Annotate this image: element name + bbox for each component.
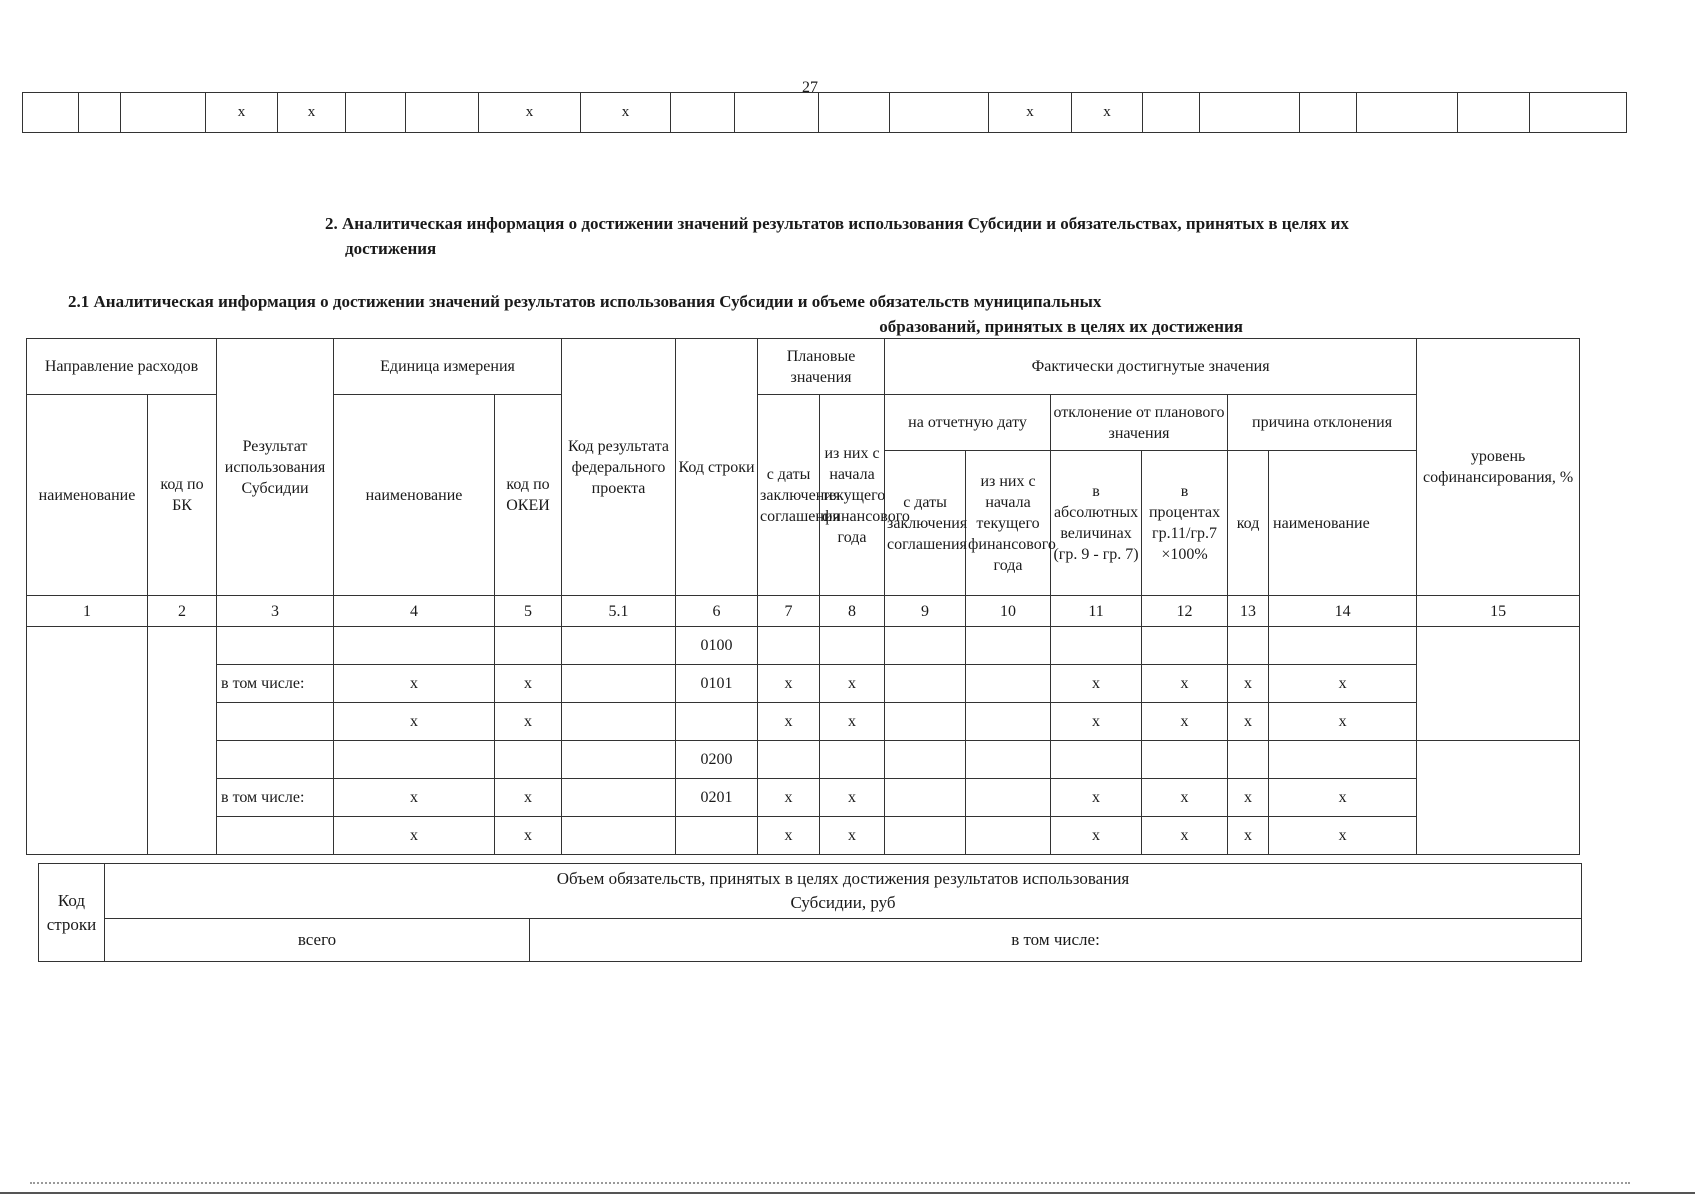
strip-cell: [1357, 93, 1458, 133]
result-cell: [217, 741, 334, 779]
fact-year-cell: [966, 817, 1051, 855]
dev-abs-cell: [1051, 627, 1142, 665]
fact-agr-cell: [885, 627, 966, 665]
unit-name-cell: x: [334, 703, 495, 741]
strip-cell: x: [989, 93, 1072, 133]
results-table: [26, 338, 1580, 855]
column-number: 11: [1051, 596, 1142, 627]
dev-pct-cell: [1142, 741, 1228, 779]
result-cell: [217, 703, 334, 741]
planned-agr-cell: x: [758, 779, 820, 817]
unit-name-cell: x: [334, 817, 495, 855]
cofinancing-header: уровень софинансирования, %: [1417, 339, 1580, 596]
strip-cell: x: [1072, 93, 1143, 133]
table-row: [27, 817, 1580, 855]
direction-name-cell: [27, 627, 148, 855]
on-report-date-header: на отчетную дату: [885, 395, 1051, 451]
dev-abs-cell: x: [1051, 665, 1142, 703]
row-code-header: Код строки: [676, 339, 758, 596]
obligations-including-header: в том числе:: [530, 919, 1582, 962]
unit-name-cell: x: [334, 665, 495, 703]
column-number: 9: [885, 596, 966, 627]
column-number: 5.1: [562, 596, 676, 627]
column-number: 13: [1228, 596, 1269, 627]
column-number: 2: [148, 596, 217, 627]
federal-code-cell: [562, 665, 676, 703]
row-code-cell: 0200: [676, 741, 758, 779]
dev-pct-cell: x: [1142, 779, 1228, 817]
unit-name-cell: [334, 627, 495, 665]
planned-year-cell: x: [820, 703, 885, 741]
fact-year-cell: [966, 703, 1051, 741]
cofinancing-cell: [1417, 741, 1580, 855]
column-number: 7: [758, 596, 820, 627]
fact-year-cell: [966, 665, 1051, 703]
reason-code-cell: x: [1228, 779, 1269, 817]
dev-pct-cell: [1142, 627, 1228, 665]
result-cell: в том числе:: [217, 665, 334, 703]
column-number: 6: [676, 596, 758, 627]
result-cell: в том числе:: [217, 779, 334, 817]
table-row: [27, 665, 1580, 703]
reason-name-header: наименование: [1269, 451, 1417, 596]
direction-bk-cell: [148, 627, 217, 855]
strip-cell: [735, 93, 819, 133]
dev-pct-cell: x: [1142, 817, 1228, 855]
fact-year-cell: [966, 627, 1051, 665]
unit-okei-cell: x: [495, 665, 562, 703]
row-code-cell: 0100: [676, 627, 758, 665]
reason-code-cell: x: [1228, 817, 1269, 855]
direction-bk-header: код по БК: [148, 395, 217, 596]
obligations-title-line1: Объем обязательств, принятых в целях достижения результатов использования: [556, 869, 1130, 888]
fact-from-year-header: из них с начала текущего финансового года: [966, 451, 1051, 596]
fact-agr-cell: [885, 703, 966, 741]
dev-abs-cell: x: [1051, 703, 1142, 741]
fact-agr-cell: [885, 817, 966, 855]
section-2-heading-line2: достижения: [345, 239, 437, 258]
obligations-title-line2: Субсидии, руб: [790, 893, 896, 912]
strip-cell: [1143, 93, 1200, 133]
reason-code-cell: [1228, 627, 1269, 665]
dev-abs-cell: x: [1051, 817, 1142, 855]
strip-cell: [1530, 93, 1627, 133]
planned-from-year-header: из них с начала текущего финансового года: [820, 395, 885, 596]
fact-agr-cell: [885, 779, 966, 817]
strip-cell: [890, 93, 989, 133]
table-row: [27, 779, 1580, 817]
unit-okei-cell: x: [495, 817, 562, 855]
unit-header: Единица измерения: [334, 339, 562, 395]
column-number: 8: [820, 596, 885, 627]
strip-cell: [346, 93, 406, 133]
obligations-total-header: всего: [105, 919, 530, 962]
column-number: 1: [27, 596, 148, 627]
scan-artifact-dots: [30, 1182, 1630, 1187]
dev-abs-cell: x: [1051, 779, 1142, 817]
row-code-cell: [676, 703, 758, 741]
strip-cell: [79, 93, 121, 133]
actual-header: Фактически достигнутые значения: [885, 339, 1417, 395]
dev-pct-cell: x: [1142, 665, 1228, 703]
fact-from-agreement-header: с даты заключения соглашения: [885, 451, 966, 596]
fact-agr-cell: [885, 741, 966, 779]
federal-code-cell: [562, 817, 676, 855]
strip-cell: [1200, 93, 1300, 133]
reason-name-cell: x: [1269, 817, 1417, 855]
reason-code-cell: x: [1228, 665, 1269, 703]
section-2-1-heading: [68, 289, 1243, 339]
obligations-header-row: [39, 864, 1582, 919]
direction-name-header: наименование: [27, 395, 148, 596]
result-cell: [217, 627, 334, 665]
reason-name-cell: [1269, 741, 1417, 779]
strip-cell: x: [278, 93, 346, 133]
planned-year-cell: x: [820, 779, 885, 817]
planned-agr-cell: x: [758, 817, 820, 855]
cofinancing-cell: [1417, 627, 1580, 741]
reason-code-header: код: [1228, 451, 1269, 596]
planned-year-cell: [820, 741, 885, 779]
column-number: 3: [217, 596, 334, 627]
strip-cell: x: [206, 93, 278, 133]
table-row: [27, 703, 1580, 741]
planned-year-cell: x: [820, 665, 885, 703]
planned-from-agreement-header: с даты заключения соглашения: [758, 395, 820, 596]
obligations-table: [38, 863, 1582, 962]
planned-agr-cell: x: [758, 703, 820, 741]
unit-okei-cell: [495, 741, 562, 779]
strip-cell: [23, 93, 79, 133]
unit-name-cell: [334, 741, 495, 779]
strip-cell: [1458, 93, 1530, 133]
reason-code-cell: [1228, 741, 1269, 779]
header-row-1: [27, 339, 1580, 395]
planned-agr-cell: x: [758, 665, 820, 703]
planned-year-cell: [820, 627, 885, 665]
unit-okei-cell: x: [495, 779, 562, 817]
table-row: [27, 741, 1580, 779]
column-numbers-row: [27, 596, 1580, 627]
section-2-heading-line1: 2. Аналитическая информация о достижении значений результатов использования Субсидии и обязательствах, принятых в целях их: [325, 214, 1349, 233]
column-number: 10: [966, 596, 1051, 627]
obligations-title: [105, 864, 1582, 919]
strip-cell: [406, 93, 479, 133]
scan-artifact-line: [0, 1192, 1695, 1194]
column-number: 14: [1269, 596, 1417, 627]
planned-header: Плановые значения: [758, 339, 885, 395]
deviation-header: отклонение от планового значения: [1051, 395, 1228, 451]
federal-code-cell: [562, 741, 676, 779]
strip-cell: [1300, 93, 1357, 133]
row-code-cell: 0101: [676, 665, 758, 703]
previous-table-strip: [22, 92, 1627, 133]
deviation-abs-header: в абсолютных величинах (гр. 9 - гр. 7): [1051, 451, 1142, 596]
strip-row: [23, 93, 1627, 133]
federal-code-cell: [562, 779, 676, 817]
reason-code-cell: x: [1228, 703, 1269, 741]
strip-cell: [671, 93, 735, 133]
result-header: Результат использования Субсидии: [217, 339, 334, 596]
page-number: 27: [802, 79, 818, 96]
fact-year-cell: [966, 779, 1051, 817]
obligations-subheader-row: [39, 919, 1582, 962]
unit-okei-header: код по ОКЕИ: [495, 395, 562, 596]
row-code-cell: [676, 817, 758, 855]
deviation-pct-header: в процентах гр.11/гр.7 ×100%: [1142, 451, 1228, 596]
planned-year-cell: x: [820, 817, 885, 855]
strip-cell: x: [581, 93, 671, 133]
federal-code-cell: [562, 627, 676, 665]
reason-name-cell: [1269, 627, 1417, 665]
row-code-cell: 0201: [676, 779, 758, 817]
strip-cell: [121, 93, 206, 133]
section-2-heading: [325, 211, 1505, 261]
direction-header: Направление расходов: [27, 339, 217, 395]
fact-year-cell: [966, 741, 1051, 779]
column-number: 4: [334, 596, 495, 627]
column-number: 15: [1417, 596, 1580, 627]
strip-cell: x: [479, 93, 581, 133]
planned-agr-cell: [758, 741, 820, 779]
column-number: 5: [495, 596, 562, 627]
reason-header: причина отклонения: [1228, 395, 1417, 451]
reason-name-cell: x: [1269, 703, 1417, 741]
unit-name-cell: x: [334, 779, 495, 817]
section-2-1-heading-line2: образований, принятых в целях их достижения: [879, 317, 1243, 336]
strip-cell: [819, 93, 890, 133]
unit-name-header: наименование: [334, 395, 495, 596]
dev-abs-cell: [1051, 741, 1142, 779]
table-row: [27, 627, 1580, 665]
federal-code-header: Код результата федерального проекта: [562, 339, 676, 596]
column-number: 12: [1142, 596, 1228, 627]
section-2-1-heading-line1: 2.1 Аналитическая информация о достижении значений результатов использования Субсидии и объеме обязательств муниципальных: [68, 292, 1102, 311]
reason-name-cell: x: [1269, 665, 1417, 703]
federal-code-cell: [562, 703, 676, 741]
unit-okei-cell: [495, 627, 562, 665]
fact-agr-cell: [885, 665, 966, 703]
result-cell: [217, 817, 334, 855]
planned-agr-cell: [758, 627, 820, 665]
dev-pct-cell: x: [1142, 703, 1228, 741]
unit-okei-cell: x: [495, 703, 562, 741]
reason-name-cell: x: [1269, 779, 1417, 817]
obligations-row-code-header: Код строки: [39, 864, 105, 962]
